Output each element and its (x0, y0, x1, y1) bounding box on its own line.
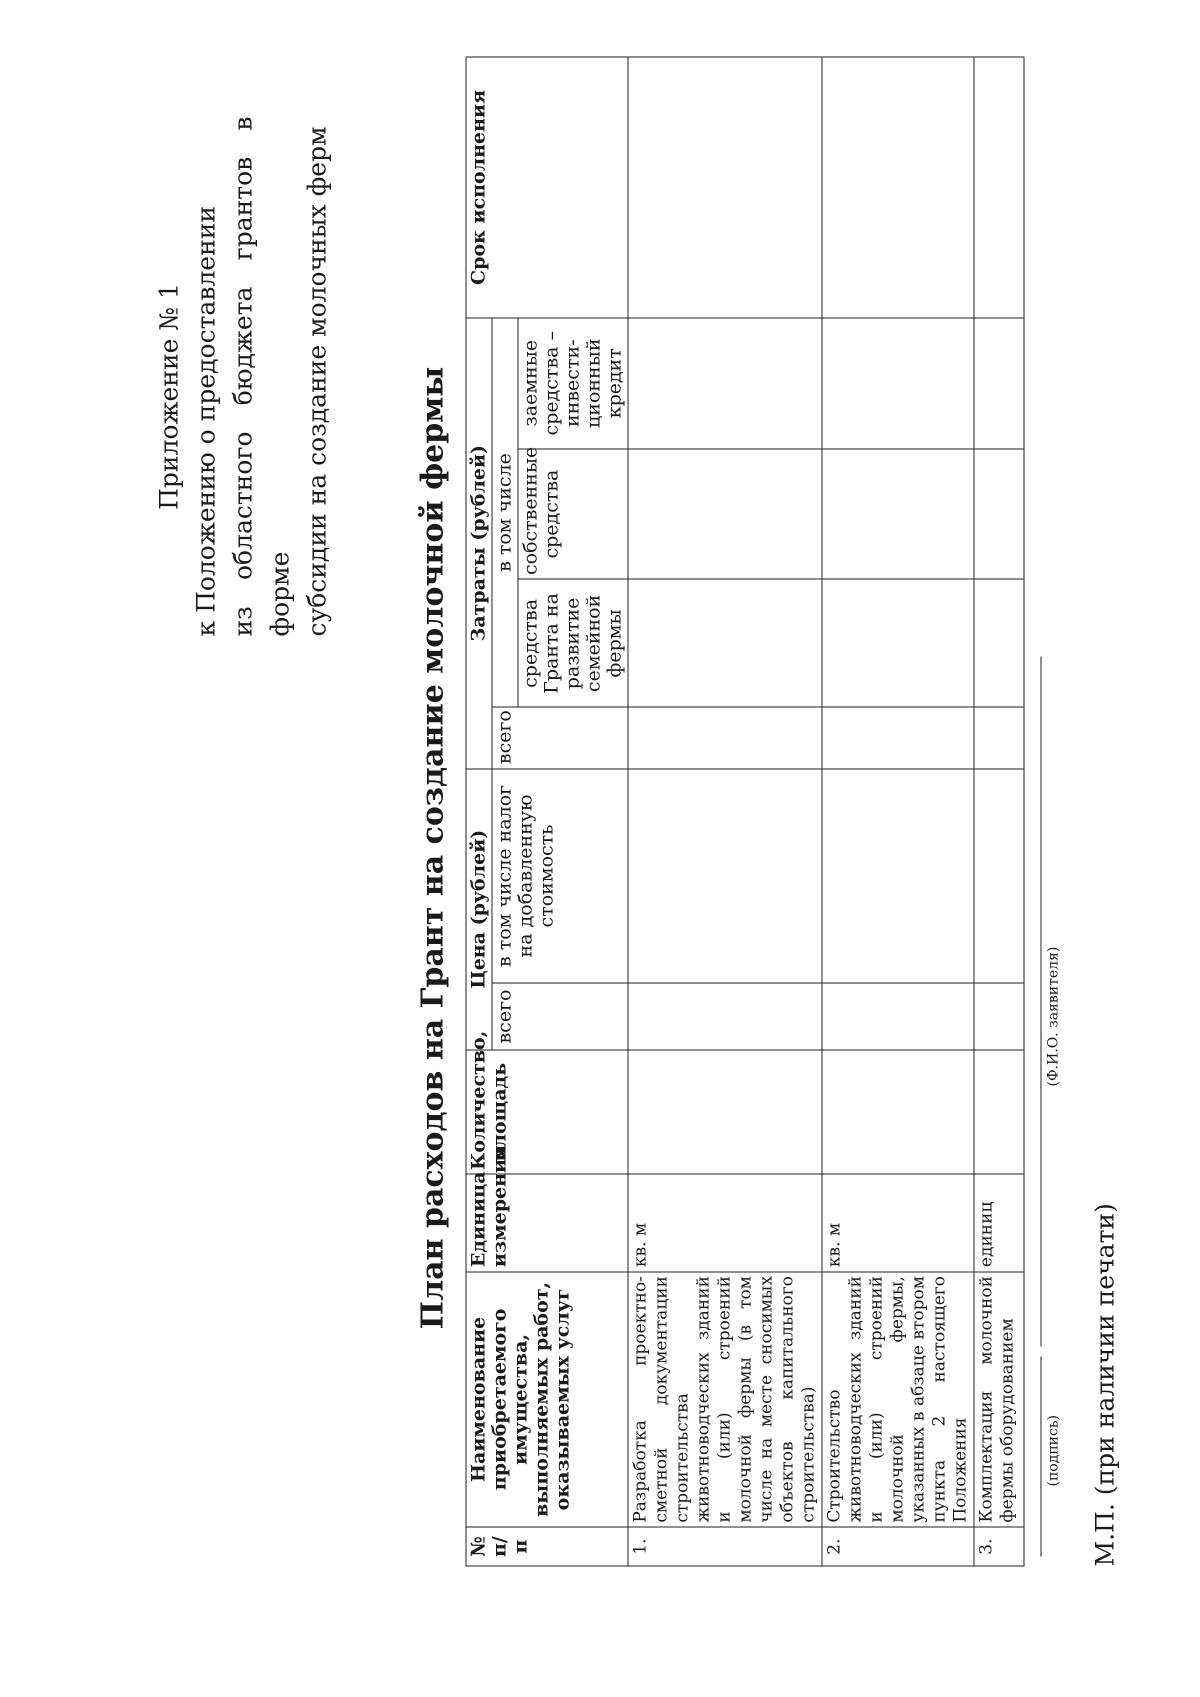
cell-empty (628, 769, 822, 984)
cell-empty (974, 1050, 1024, 1175)
stamp-note: М.П. (при наличии печати) (1090, 1203, 1120, 1567)
cell-empty (822, 318, 974, 449)
row-num: 3. (974, 1527, 1024, 1566)
annex-line: из областного бюджета грантов в форме (228, 116, 295, 637)
cell-empty (628, 983, 822, 1049)
annex-line: к Положению о предоставлении (191, 205, 221, 637)
cell-empty (628, 318, 822, 449)
signature-line (1041, 1357, 1042, 1557)
row-num: 1. (628, 1527, 822, 1566)
cell-empty (974, 318, 1024, 449)
header-costs-loan: заемные средства – инвести-ционный кредит (518, 318, 628, 449)
row-unit: единиц (974, 1174, 1024, 1271)
annex-number: Приложение № 1 (154, 283, 184, 510)
cell-empty (628, 1050, 822, 1175)
header-costs-total: всего (492, 707, 628, 768)
header-price-total: всего (492, 983, 628, 1049)
cell-empty (974, 580, 1024, 708)
header-unit: Единица измерения (466, 1174, 628, 1271)
header-costs-including: в том числе (492, 318, 518, 708)
cell-empty (822, 580, 974, 708)
cell-empty (822, 449, 974, 580)
signature-label: (подпись) (1045, 1415, 1062, 1487)
cell-empty (628, 449, 822, 580)
cell-empty (974, 449, 1024, 580)
header-num: № п/п (466, 1527, 628, 1566)
table-row (628, 57, 822, 1566)
cell-empty (822, 983, 974, 1049)
row-num: 2. (822, 1527, 974, 1566)
cell-empty (822, 57, 974, 318)
row-unit: кв. м (628, 1174, 822, 1271)
header-price: Цена (рублей) (466, 769, 492, 1050)
row-unit: кв. м (822, 1174, 974, 1271)
header-price-vat: в том числе налог на добавленную стоимость (492, 769, 628, 984)
cell-empty (822, 769, 974, 984)
page-title: План расходов на Грант на создание молочной фермы (415, 366, 451, 1330)
table-row (974, 57, 1024, 1566)
table-row (822, 57, 974, 1566)
cell-empty (822, 707, 974, 768)
fio-label: (Ф.И.О. заявителя) (1045, 946, 1062, 1087)
header-name: Наименование приобретаемого имущества, выполняемых работ, оказываемых услуг (466, 1272, 628, 1528)
cell-empty (628, 57, 822, 318)
cell-empty (974, 57, 1024, 318)
rotated-page (51, 50, 1151, 1647)
cell-empty (628, 707, 822, 768)
annex-line: субсидии на создание молочных ферм (302, 126, 332, 637)
header-deadline: Срок исполнения (466, 57, 628, 318)
header-costs: Затраты (рублей) (466, 318, 492, 769)
cell-empty (628, 580, 822, 708)
row-name: Комплектация молочной фермы оборудованием (974, 1272, 1024, 1528)
header-quantity: Количество, площадь (466, 1050, 628, 1175)
fio-line (1041, 657, 1042, 1347)
header-costs-own: собственные средства (518, 449, 628, 580)
cell-empty (974, 707, 1024, 768)
header-costs-grant: средства Гранта на развитие семейной фермы (518, 580, 628, 708)
annex-header (151, 117, 336, 637)
cell-empty (974, 769, 1024, 984)
cell-empty (822, 1050, 974, 1175)
row-name: Строительство животноводческих зданий и (или) строений молочной фермы, указанных в абзаце втором пункта 2 настоящего Положения (822, 1272, 974, 1528)
expense-plan-table (466, 57, 1025, 1567)
cell-empty (974, 983, 1024, 1049)
row-name: Разработка проектно-сметной документации строительства животноводческих зданий и (или) строений молочной фермы (в том числе на месте сносимых объектов капитального строительства) (628, 1272, 822, 1528)
